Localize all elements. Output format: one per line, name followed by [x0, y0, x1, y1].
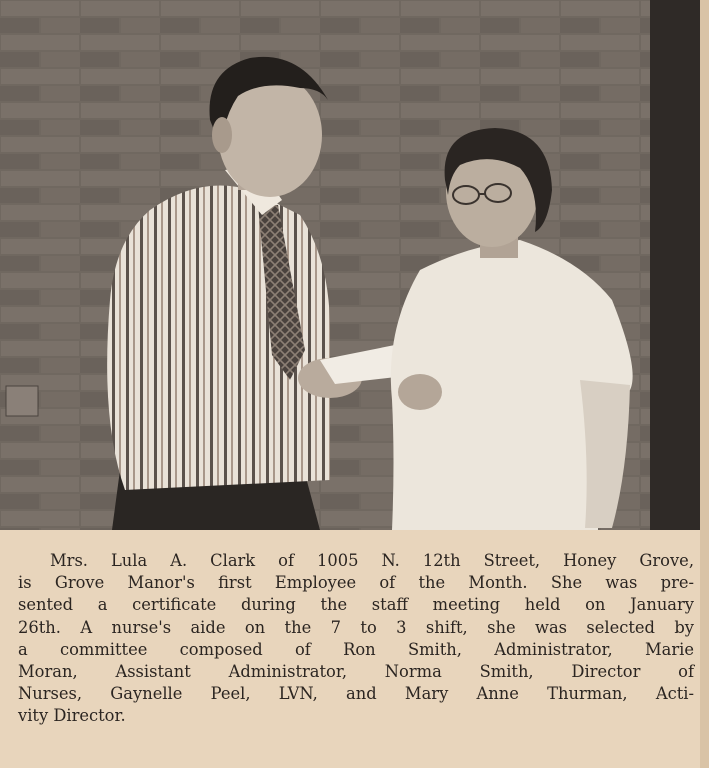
caption-line: sented a certificate during the staff meeting held on January [18, 595, 694, 615]
caption-line: Moran, Assistant Administrator, Norma Smith, Director of [18, 662, 694, 682]
caption-line: vity Director. [18, 706, 126, 726]
caption-line: is Grove Manor's first Employee of the Month. She was pre- [18, 573, 694, 593]
woman-hands [398, 374, 442, 410]
caption-line: Mrs. Lula A. Clark of 1005 N. 12th Street, Honey Grove, [50, 551, 694, 570]
caption-line: a committee composed of Ron Smith, Administrator, Marie [18, 639, 694, 659]
photo-caption [18, 550, 694, 728]
wall-plate [6, 386, 38, 416]
dark-pillar [650, 0, 700, 530]
clipping-edge [700, 0, 709, 768]
caption-line: Nurses, Gaynelle Peel, LVN, and Mary Anne Thurman, Acti- [18, 684, 694, 704]
caption-line: 26th. A nurse's aide on the 7 to 3 shift, she was selected by [18, 617, 694, 637]
